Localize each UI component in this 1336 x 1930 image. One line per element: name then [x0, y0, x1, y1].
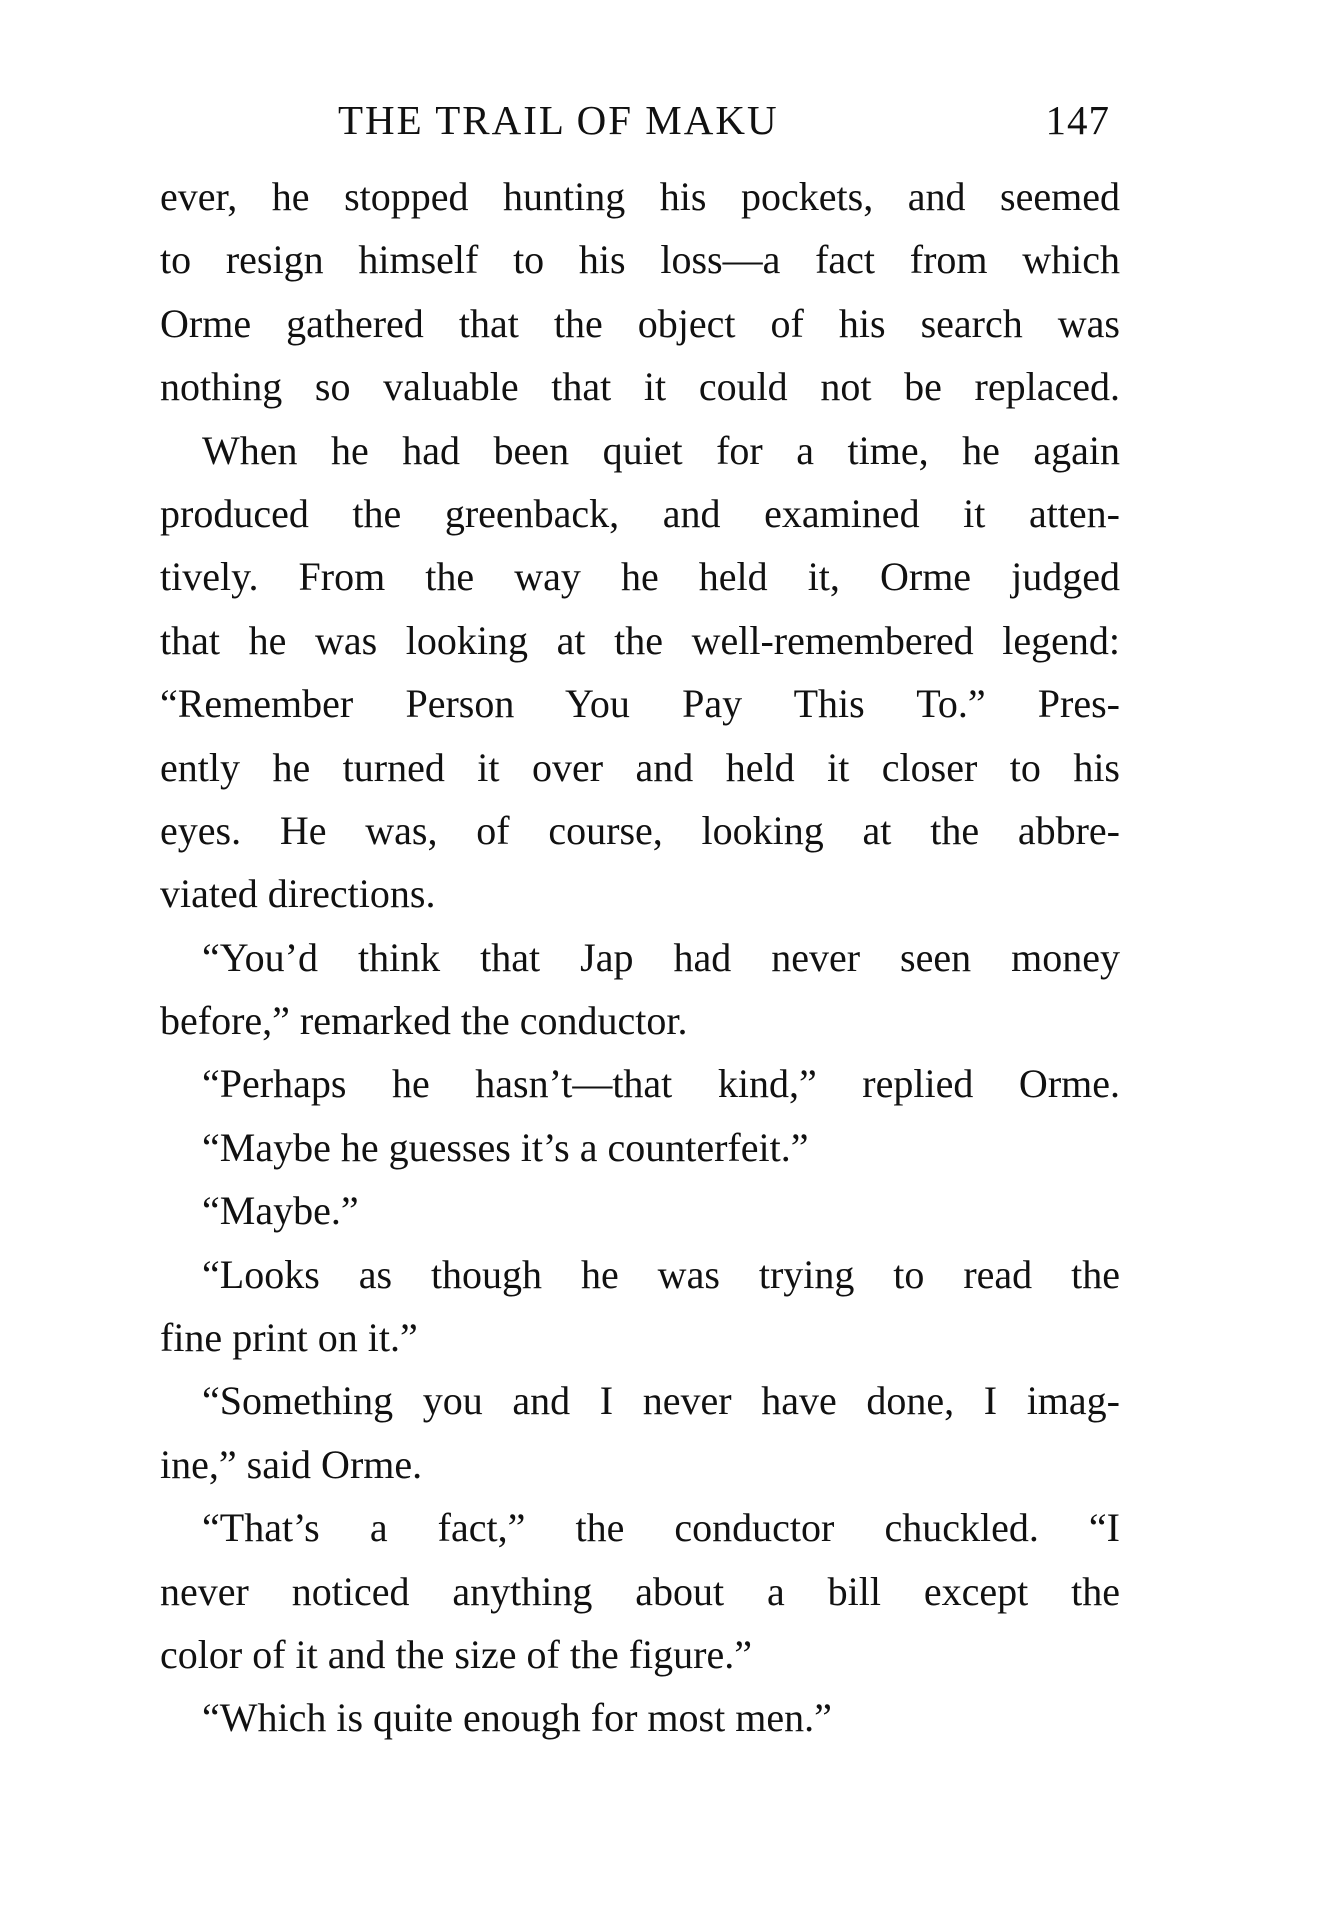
text-line: When he had been quiet for a time, he again [202, 427, 1120, 473]
text-line: color of it and the size of the figure.” [160, 1631, 752, 1677]
text-line: “Looks as though he was trying to read the [202, 1251, 1120, 1297]
text-line: “Maybe.” [202, 1188, 359, 1234]
text-line: ever, he stopped hunting his pockets, and seemed [160, 174, 1120, 219]
text-line: fine print on it.” [160, 1315, 418, 1361]
text-line: eyes. He was, of course, looking at the abbre- [160, 807, 1120, 853]
text-line: Orme gathered that the object of his search was [160, 300, 1120, 346]
text-line: tively. From the way he held it, Orme judged [160, 554, 1120, 600]
text-line: produced the greenback, and examined it atten- [160, 490, 1120, 536]
running-title: THE TRAIL OF MAKU [338, 97, 779, 143]
text-line: never noticed anything about a bill except the [160, 1568, 1120, 1614]
text-line: ine,” said Orme. [160, 1441, 423, 1487]
page-number: 147 [1045, 97, 1110, 143]
text-line: to resign himself to his loss—a fact from which [160, 237, 1120, 283]
text-line: viated directions. [160, 871, 436, 917]
text-line: that he was looking at the well-remembered legend: [160, 617, 1120, 663]
text-line: “Maybe he guesses it’s a counterfeit.” [202, 1124, 809, 1170]
text-line: before,” remarked the conductor. [160, 998, 688, 1044]
text-line: “Something you and I never have done, I imag- [202, 1378, 1120, 1424]
text-line: “Which is quite enough for most men.” [202, 1695, 832, 1741]
body-text [160, 165, 1120, 1750]
text-line: “Perhaps he hasn’t—that kind,” replied Orme. [202, 1061, 1120, 1107]
text-line: nothing so valuable that it could not be replaced. [160, 364, 1120, 410]
text-line: “You’d think that Jap had never seen money [202, 934, 1120, 980]
text-line: “That’s a fact,” the conductor chuckled. “I [202, 1505, 1120, 1551]
text-line: “Remember Person You Pay This To.” Pres- [160, 681, 1120, 727]
text-line: ently he turned it over and held it closer to his [160, 744, 1120, 790]
running-head [160, 96, 1120, 156]
